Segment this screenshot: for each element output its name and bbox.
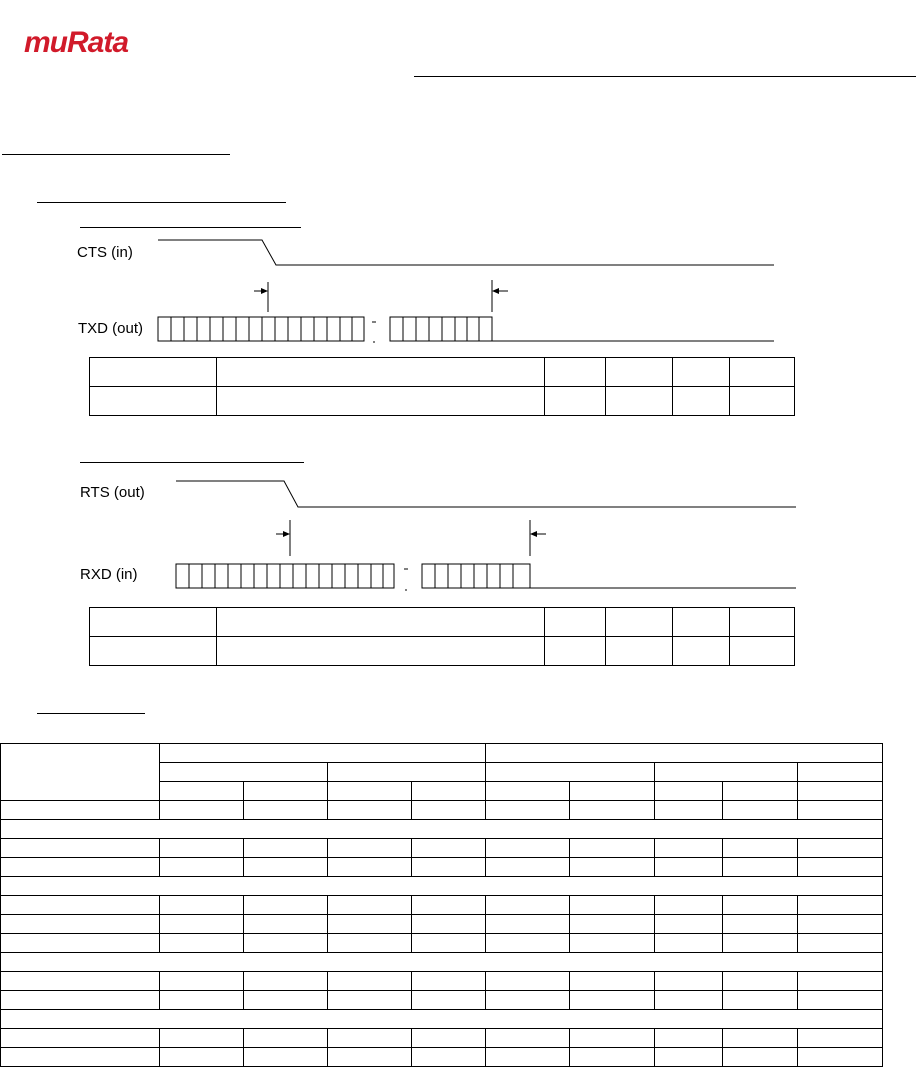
rxd-signal-label: RXD (in) <box>80 566 138 583</box>
table-group-row <box>1 877 883 896</box>
table-group-row <box>1 820 883 839</box>
table-row <box>90 358 795 387</box>
table-row <box>1 801 883 820</box>
table-row <box>1 972 883 991</box>
cts-signal-label: CTS (in) <box>77 244 133 261</box>
cts-waveform <box>158 240 774 265</box>
table-row <box>1 915 883 934</box>
rts-timing-table <box>89 607 795 666</box>
cts-timing-table <box>89 357 795 416</box>
table-group-row <box>1 953 883 972</box>
table-row <box>1 1029 883 1048</box>
table-row <box>90 387 795 416</box>
table-row <box>1 858 883 877</box>
table-row <box>1 896 883 915</box>
rts-waveform <box>176 481 796 507</box>
table-row <box>90 608 795 637</box>
table-row <box>1 839 883 858</box>
table-row <box>1 1048 883 1067</box>
txd-signal-label: TXD (out) <box>78 320 144 337</box>
table-row <box>1 934 883 953</box>
table-row <box>1 991 883 1010</box>
characteristics-table <box>0 743 883 1067</box>
table-header-row <box>1 744 883 763</box>
murata-logo: muRata <box>24 26 129 59</box>
rts-signal-label: RTS (out) <box>80 484 145 501</box>
table-row <box>90 637 795 666</box>
txd-bit-stream <box>158 317 774 342</box>
table-group-row <box>1 1010 883 1029</box>
rxd-bit-stream <box>176 564 796 590</box>
